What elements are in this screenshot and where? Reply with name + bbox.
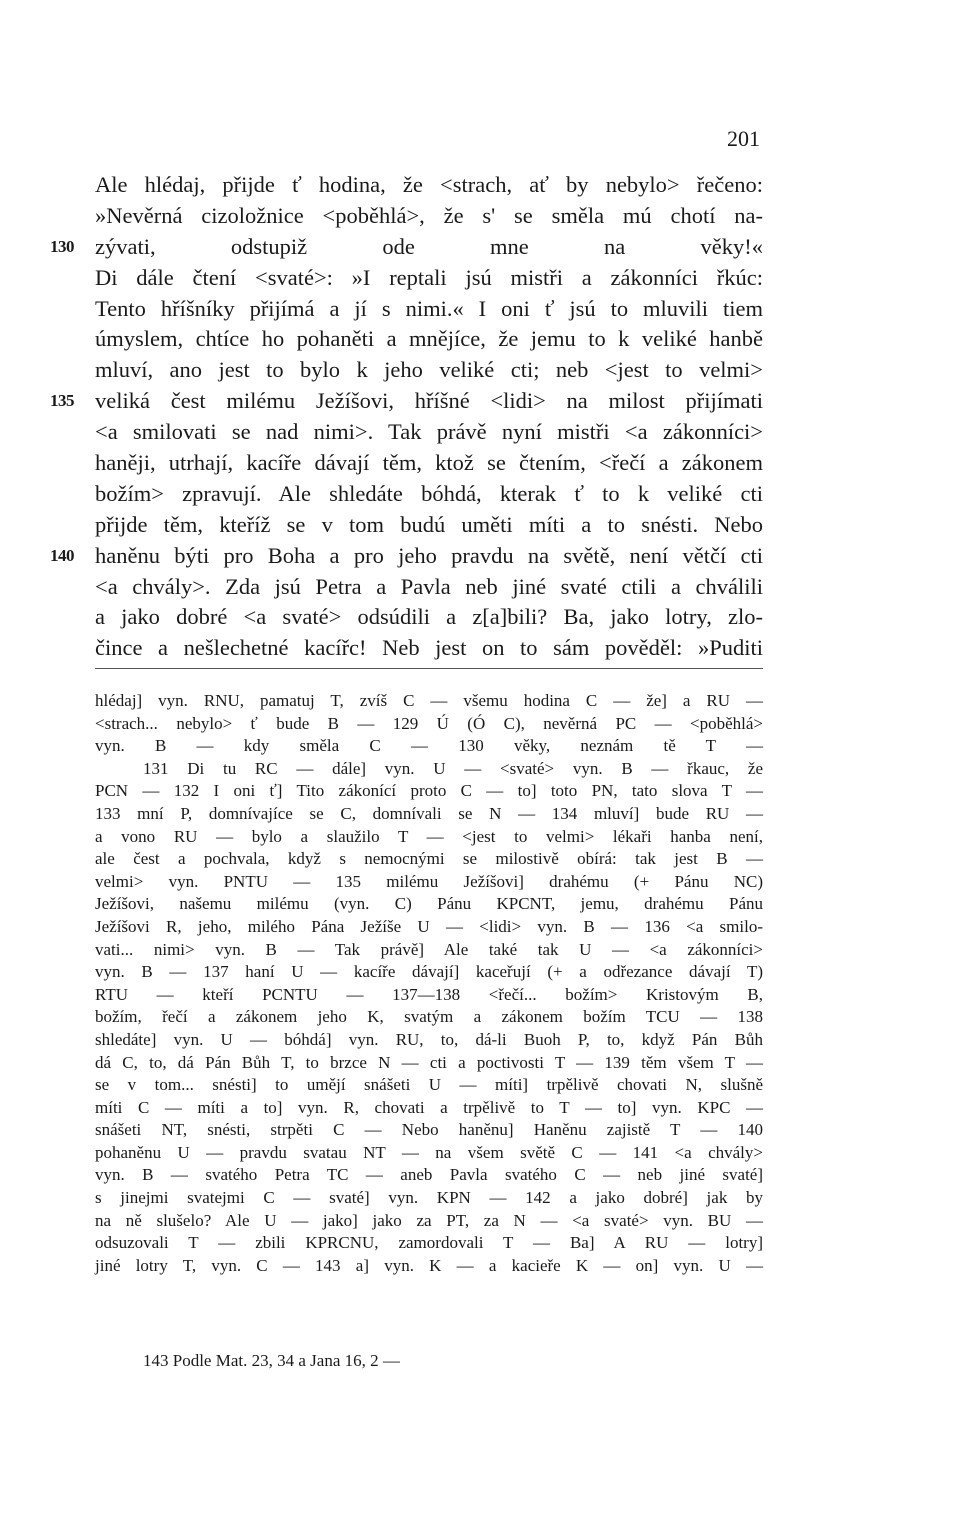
main-text-line-text: veliká čest milému Ježíšovi, hříšné <lidi> na milost přijímati [95,388,763,414]
main-text-line [50,232,763,263]
main-text-line [50,386,763,417]
main-text-line-text: a jako dobré <a svaté> odsúdili a z[a]bili? Ba, jako lotry, zlo- [95,604,763,630]
apparatus-line: vyn. B — 137 haní U — kacíře dávají] kaceřují (+ a odřezance dávají T) [95,962,763,982]
main-text-line [95,479,763,510]
main-text-line [95,324,763,355]
main-text-block [50,170,763,664]
apparatus-line: pohaněnu U — pravdu svatau NT — na všem světě C — 141 <a chvály> [95,1142,763,1162]
page-number: 201 [727,126,760,151]
line-number-marker: 140 [50,545,74,565]
apparatus-line: vyn. B — kdy směla C — 130 věky, neznám tě T — [95,736,763,756]
main-text-line-text: přijde těm, kteříž se v tom budú uměti míti a to snésti. Nebo [95,511,763,537]
apparatus-line: velmi> vyn. PNTU — 135 milému Ježíšovi] drahému (+ Pánu NC) [95,871,763,891]
critical-apparatus-block [95,690,763,1277]
main-text-line [95,602,763,633]
main-text-line [95,355,763,386]
line-number-marker: 130 [50,236,74,256]
main-text-line [95,572,763,603]
main-text-line-text: <a chvály>. Zda jsú Petra a Pavla neb jiné svaté ctili a chválili [95,573,763,599]
main-text-line [95,510,763,541]
main-text-line [50,541,763,572]
apparatus-line: PCN — 132 I oni ť] Tito zákonící proto C — to] toto PN, tato slova T — [95,781,763,801]
main-text-line-text: zývati, odstupiž ode mne na věky!« [95,233,763,259]
apparatus-line: božím, řečí a zákonem jeho K, svatým a zákonem božím TCU — 138 [95,1007,763,1027]
apparatus-line: se v tom... snésti] to umějí snášeti U — míti] trpělivě chovati N, slušně [95,1075,763,1095]
apparatus-line: snášeti NT, snésti, strpěti C — Nebo haněnu] Haněnu zajistě T — 140 [95,1120,763,1140]
main-text-line-text: mluví, ano jest to bylo k jeho veliké cti; neb <jest to velmi> [95,357,763,383]
main-text-line [95,417,763,448]
main-text-line [95,201,763,232]
main-text-line-text: Di dále čtení <svaté>: »I reptali jsú mistři a zákonníci řkúc: [95,264,763,290]
main-text-line-text: Ale hlédaj, přijde ť hodina, že <strach, ať by nebylo> řečeno: [95,172,763,197]
main-text-line-text: božím> zpravují. Ale shledáte bóhdá, kterak ť to k veliké cti [95,480,763,506]
main-text-line-text: »Nevěrná cizoložnice <poběhlá>, že s' se směla mú chotí na- [95,202,763,228]
apparatus-line: 133 mní P, domnívajíce se C, domnívali se N — 134 mluví] bude RU — [95,803,763,823]
apparatus-line: vati... nimi> vyn. B — Tak právě] Ale také tak U — <a zákonníci> [95,939,763,959]
apparatus-line: dá C, to, dá Pán Bůh T, to brzce N — cti a poctivosti T — 139 těm všem T — [95,1052,763,1072]
apparatus-line: odsuzovali T — zbili KPRCNU, zamordovali T — Ba] A RU — lotry] [95,1233,763,1253]
main-text-line [95,263,763,294]
apparatus-line: na ně slušelo? Ale U — jako] jako za PT, za N — <a svaté> vyn. BU — [95,1210,763,1230]
apparatus-line: a vono RU — bylo a slaužilo T — <jest to velmi> lékaři hanba není, [95,826,763,846]
source-footnote: 143 Podle Mat. 23, 34 a Jana 16, 2 — [143,1351,400,1370]
main-text-line-text: úmyslem, chtíce ho pohaněti a mnějíce, že jemu to k veliké hanbě [95,326,763,352]
apparatus-line: 131 Di tu RC — dále] vyn. U — <svaté> vyn. B — řkauc, že [143,758,763,778]
apparatus-line: míti C — míti a to] vyn. R, chovati a trpělivě to T — to] vyn. KPC — [95,1097,763,1117]
apparatus-line: <strach... nebylo> ť bude B — 129 Ú (Ó C), nevěrná PC — <poběhlá> [95,713,763,733]
apparatus-line: ale čest a pochvala, když s nemocnými se milostivě obírá: tak jest B — [95,849,763,869]
main-text-line [95,448,763,479]
main-text-line [95,170,763,201]
apparatus-line: jiné lotry T, vyn. C — 143 a] vyn. K — a kacieře K — on] vyn. U — [95,1255,763,1275]
main-text-line-text: haněnu býti pro Boha a pro jeho pravdu na světě, není větčí cti [95,542,763,568]
apparatus-line: hlédaj] vyn. RNU, pamatuj T, zvíš C — všemu hodina C — že] a RU — [95,691,763,710]
line-number-marker: 135 [50,391,74,411]
main-text-line [95,633,763,664]
apparatus-line: RTU — kteří PCNTU — 137—138 <řečí... božím> Kristovým B, [95,984,763,1004]
apparatus-line: vyn. B — svatého Petra TC — aneb Pavla svatého C — neb jiné svaté] [95,1165,763,1185]
apparatus-line: s jinejmi svatejmi C — svaté] vyn. KPN — 142 a jako dobré] jak by [95,1188,763,1208]
apparatus-separator-rule [95,668,763,669]
main-text-line-text: čince a nešlechetné kacířc! Neb jest on to sám pověděl: »Puditi [95,635,763,661]
apparatus-line: Ježíšovi, našemu milému (vyn. C) Pánu KPCNT, jemu, drahému Pánu [95,894,763,914]
main-text-line [95,294,763,325]
main-text-line-text: haněji, utrhají, kacíře dávají těm, ktož se čtením, <řečí a zákonem [95,450,763,476]
main-text-line-text: <a smilovati se nad nimi>. Tak právě nyní mistři <a zákonníci> [95,419,763,445]
apparatus-line: shledáte] vyn. U — bóhdá] vyn. RU, to, dá-li Buoh P, to, když Pán Bůh [95,1029,763,1049]
main-text-line-text: Tento hříšníky přijímá a jí s nimi.« I oni ť jsú to mluvili tiem [95,295,763,321]
apparatus-line: Ježíšovi R, jeho, milého Pána Ježíše U — <lidi> vyn. B — 136 <a smilo- [95,916,763,936]
